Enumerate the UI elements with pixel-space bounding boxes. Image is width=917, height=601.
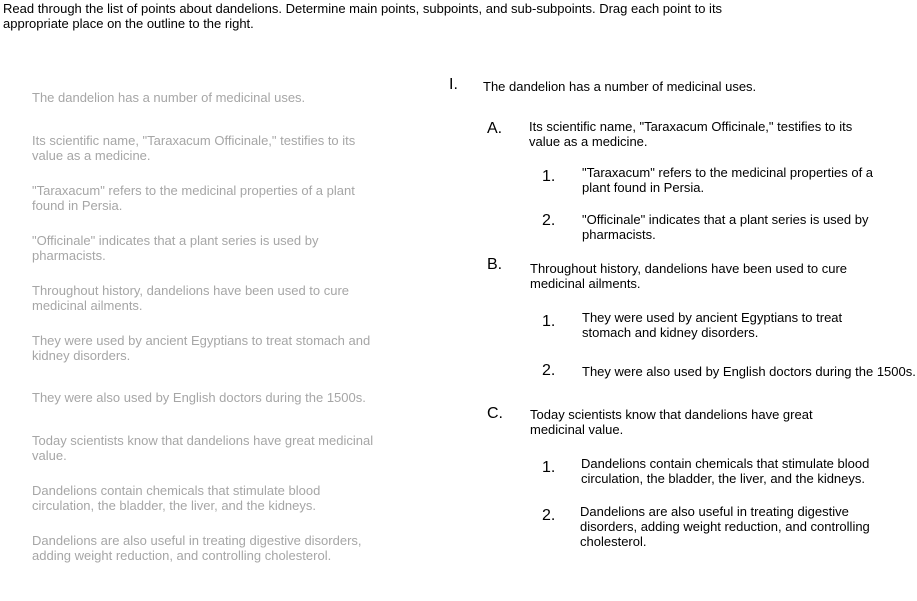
outline-marker-sub-a-1: 1. <box>542 168 556 185</box>
outline-slot-sub-b[interactable]: Throughout history, dandelions have been used to cure medicinal ailments. <box>530 261 848 291</box>
outline-marker-sub-a: A. <box>487 120 503 137</box>
outline-marker-main: I. <box>449 76 458 93</box>
draggable-point-1[interactable]: The dandelion has a number of medicinal uses. <box>32 90 306 105</box>
draggable-point-2[interactable]: Its scientific name, "Taraxacum Officinale," testifies to its value as a medicine. <box>32 133 356 163</box>
outline-slot-sub-a[interactable]: Its scientific name, "Taraxacum Officinale," testifies to its value as a medicine. <box>529 119 853 149</box>
outline-slot-main[interactable]: The dandelion has a number of medicinal uses. <box>483 79 757 94</box>
draggable-point-4[interactable]: "Officinale" indicates that a plant series is used by pharmacists. <box>32 233 319 263</box>
draggable-point-8[interactable]: Today scientists know that dandelions have great medicinal value. <box>32 433 374 463</box>
outline-marker-sub-c-2: 2. <box>542 507 556 524</box>
outline-slot-sub-c[interactable]: Today scientists know that dandelions have great medicinal value. <box>530 407 813 437</box>
draggable-point-7[interactable]: They were also used by English doctors during the 1500s. <box>32 390 366 405</box>
outline-slot-sub-a-1[interactable]: "Taraxacum" refers to the medicinal properties of a plant found in Persia. <box>582 165 874 195</box>
outline-slot-sub-b-2[interactable]: They were also used by English doctors during the 1500s. <box>582 364 916 379</box>
draggable-point-6[interactable]: They were used by ancient Egyptians to treat stomach and kidney disorders. <box>32 333 371 363</box>
outline-marker-sub-b-1: 1. <box>542 313 556 330</box>
outline-slot-sub-c-2[interactable]: Dandelions are also useful in treating digestive disorders, adding weight reduction, and controlling cholesterol. <box>580 504 870 549</box>
draggable-point-5[interactable]: Throughout history, dandelions have been used to cure medicinal ailments. <box>32 283 350 313</box>
draggable-point-10[interactable]: Dandelions are also useful in treating digestive disorders, adding weight reduction, and controlling cholesterol. <box>32 533 362 563</box>
outline-marker-sub-b: B. <box>487 256 503 273</box>
outline-marker-sub-b-2: 2. <box>542 362 556 379</box>
instructions-text: Read through the list of points about dandelions. Determine main points, subpoints, and sub-subpoints. Drag each point to its appropriate place on the outline to the right. <box>3 1 723 31</box>
outline-slot-sub-a-2[interactable]: "Officinale" indicates that a plant series is used by pharmacists. <box>582 212 869 242</box>
outline-marker-sub-a-2: 2. <box>542 212 556 229</box>
outline-marker-sub-c-1: 1. <box>542 459 556 476</box>
draggable-point-3[interactable]: "Taraxacum" refers to the medicinal properties of a plant found in Persia. <box>32 183 355 213</box>
outline-slot-sub-c-1[interactable]: Dandelions contain chemicals that stimulate blood circulation, the bladder, the liver, and the kidneys. <box>581 456 870 486</box>
draggable-point-9[interactable]: Dandelions contain chemicals that stimulate blood circulation, the bladder, the liver, and the kidneys. <box>32 483 321 513</box>
outline-marker-sub-c: C. <box>487 405 503 422</box>
outline-slot-sub-b-1[interactable]: They were used by ancient Egyptians to treat stomach and kidney disorders. <box>582 310 843 340</box>
